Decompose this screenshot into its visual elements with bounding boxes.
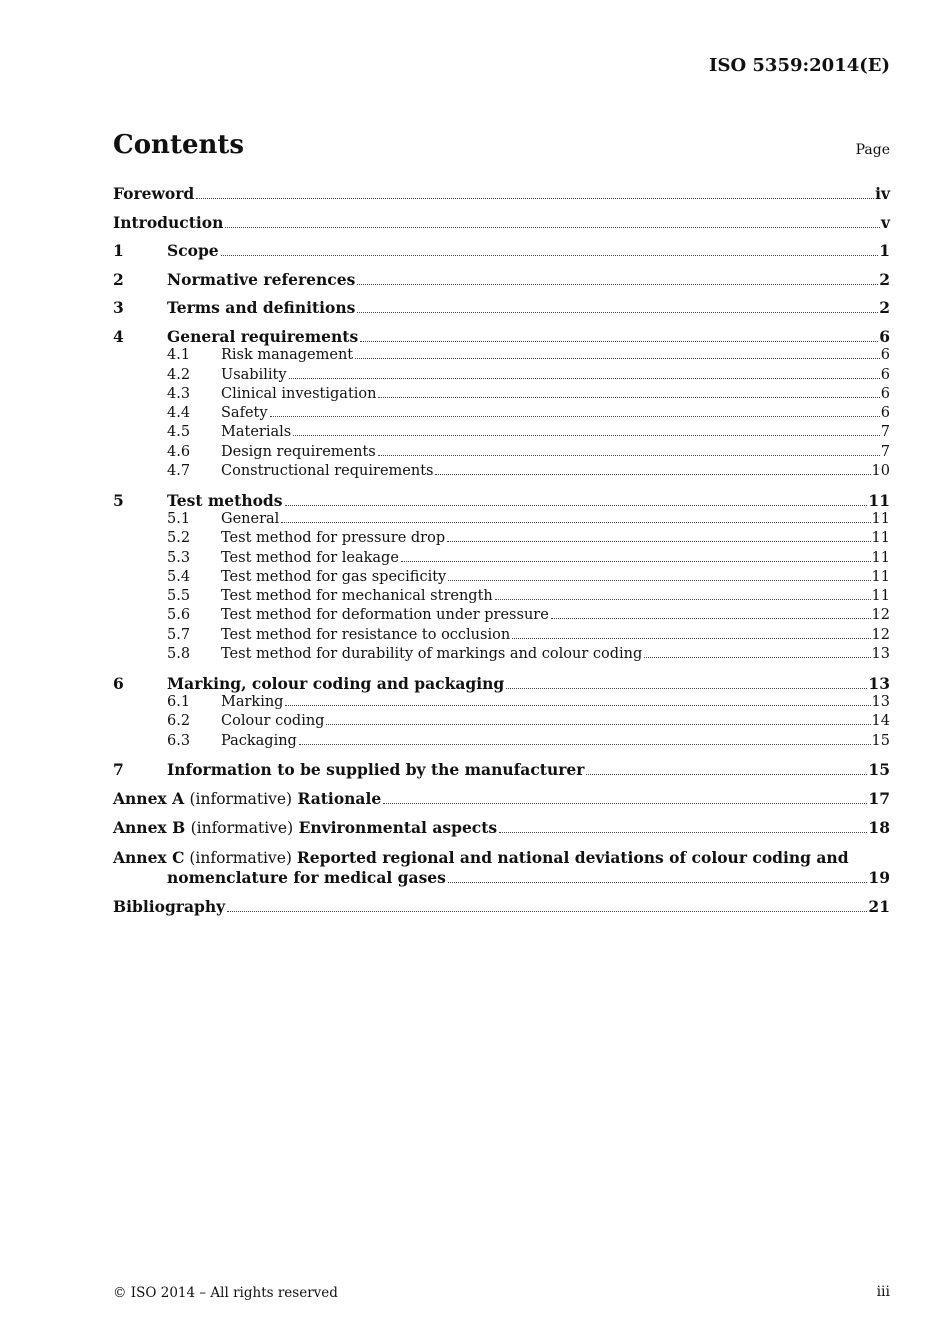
toc-page: v bbox=[880, 212, 890, 232]
toc-number: 5.7 bbox=[167, 626, 191, 643]
toc-label: Terms and definitions bbox=[167, 298, 356, 318]
toc-entry-6-2[interactable] bbox=[113, 712, 890, 731]
annex-label: Annex C bbox=[113, 847, 185, 867]
toc-entry-4-5[interactable] bbox=[113, 423, 890, 442]
toc-entry-annex-a[interactable] bbox=[113, 789, 890, 809]
toc-entry-foreword[interactable] bbox=[113, 184, 890, 203]
annex-title: Reported regional and national deviations of colour coding and bbox=[296, 847, 849, 867]
toc-page: 12 bbox=[871, 626, 890, 643]
toc-page: 14 bbox=[871, 713, 890, 730]
toc-entry-clause-1[interactable] bbox=[113, 241, 890, 260]
toc-entry-4-3[interactable] bbox=[113, 385, 890, 404]
toc-label: Test method for leakage bbox=[221, 549, 399, 566]
toc-label: Constructional requirements bbox=[221, 463, 434, 480]
toc-entry-5-4[interactable] bbox=[113, 568, 890, 587]
toc-number: 4.2 bbox=[167, 366, 191, 383]
toc-page: 13 bbox=[868, 673, 890, 693]
toc-page: 18 bbox=[868, 818, 890, 838]
toc-page: 6 bbox=[880, 366, 890, 383]
toc-number: 5.1 bbox=[167, 510, 191, 527]
annex-label: Annex A bbox=[113, 788, 185, 808]
dot-leader bbox=[326, 724, 870, 725]
toc-label: Materials bbox=[221, 424, 292, 441]
toc-entry-clause-7[interactable] bbox=[113, 760, 890, 779]
toc-label: Introduction bbox=[113, 212, 224, 232]
toc-number: 5 bbox=[113, 490, 124, 510]
toc-label: Scope bbox=[167, 241, 219, 261]
annex-first-line bbox=[113, 848, 890, 868]
toc-label: Normative references bbox=[167, 269, 356, 289]
toc-label: Foreword bbox=[113, 184, 195, 203]
dot-leader bbox=[378, 455, 880, 456]
dot-leader bbox=[378, 397, 879, 398]
toc-page: 19 bbox=[868, 868, 890, 888]
toc-page: 12 bbox=[871, 607, 890, 624]
annex-second-line bbox=[113, 868, 890, 887]
toc-entry-4-6[interactable] bbox=[113, 443, 890, 462]
toc-number: 2 bbox=[113, 269, 124, 289]
toc-label: Bibliography bbox=[113, 896, 226, 916]
toc-page: 15 bbox=[868, 760, 890, 780]
toc-label: Clinical investigation bbox=[221, 385, 377, 402]
toc-number: 6.1 bbox=[167, 693, 191, 710]
toc-entry-6-3[interactable] bbox=[113, 732, 890, 751]
toc-number: 6.3 bbox=[167, 732, 191, 749]
toc-label: Usability bbox=[221, 366, 287, 383]
toc-entry-5-6[interactable] bbox=[113, 606, 890, 625]
dot-leader bbox=[448, 882, 868, 883]
dot-leader bbox=[225, 227, 880, 228]
toc-entry-4-7[interactable] bbox=[113, 462, 890, 481]
toc-entry-4-1[interactable] bbox=[113, 346, 890, 365]
annex-note: (informative) bbox=[189, 789, 293, 808]
toc-number: 4 bbox=[113, 326, 124, 346]
toc-entry-clause-5[interactable] bbox=[113, 491, 890, 510]
toc-page: 6 bbox=[880, 385, 890, 402]
toc-entry-4-2[interactable] bbox=[113, 366, 890, 385]
toc-label: General bbox=[221, 510, 280, 527]
toc-entry-5-8[interactable] bbox=[113, 645, 890, 664]
toc-entry-clause-3[interactable] bbox=[113, 298, 890, 317]
toc-label: Test method for mechanical strength bbox=[221, 588, 493, 605]
dot-leader bbox=[289, 378, 880, 379]
document-id: ISO 5359:2014(E) bbox=[709, 55, 890, 76]
toc-label: Test methods bbox=[167, 490, 283, 510]
toc-number: 5.6 bbox=[167, 607, 191, 624]
toc-page: 11 bbox=[868, 490, 890, 510]
toc-label: Test method for durability of markings and colour coding bbox=[221, 646, 643, 663]
dot-leader bbox=[448, 580, 870, 581]
toc-number: 5.3 bbox=[167, 549, 191, 566]
toc-number: 5.2 bbox=[167, 530, 191, 547]
page-column-label: Page bbox=[855, 142, 890, 158]
toc-entry-bibliography[interactable] bbox=[113, 897, 890, 916]
annex-note: (informative) bbox=[190, 819, 294, 838]
toc-entry-annex-b[interactable] bbox=[113, 818, 890, 838]
toc-number: 4.1 bbox=[167, 347, 191, 364]
toc-label: Test method for resistance to occlusion bbox=[221, 626, 511, 643]
toc-number: 4.6 bbox=[167, 443, 191, 460]
dot-leader bbox=[512, 638, 870, 639]
toc-entry-5-3[interactable] bbox=[113, 549, 890, 568]
dot-leader bbox=[270, 416, 880, 417]
toc-number: 4.7 bbox=[167, 463, 191, 480]
dot-leader bbox=[447, 541, 870, 542]
dot-leader bbox=[551, 618, 871, 619]
toc-page: 11 bbox=[871, 588, 890, 605]
toc-page: 6 bbox=[880, 347, 890, 364]
toc-number: 4.5 bbox=[167, 424, 191, 441]
toc-entry-clause-6[interactable] bbox=[113, 674, 890, 693]
toc-number: 5.5 bbox=[167, 588, 191, 605]
toc-page: 11 bbox=[871, 549, 890, 566]
toc-page: iv bbox=[875, 184, 890, 203]
annex-title-continued: nomenclature for medical gases bbox=[167, 868, 446, 888]
toc-page: 15 bbox=[871, 732, 890, 749]
toc-label: Test method for deformation under pressure bbox=[221, 607, 549, 624]
toc-page: 7 bbox=[880, 424, 890, 441]
dot-leader bbox=[281, 522, 870, 523]
dot-leader bbox=[293, 435, 880, 436]
toc-page: 17 bbox=[868, 788, 890, 808]
toc-page: 7 bbox=[880, 443, 890, 460]
toc-page: 11 bbox=[871, 510, 890, 527]
annex-title: Rationale bbox=[297, 788, 382, 808]
toc-label: General requirements bbox=[167, 326, 359, 346]
toc-number: 5.8 bbox=[167, 646, 191, 663]
toc-page: 2 bbox=[879, 298, 890, 318]
copyright-notice: © ISO 2014 – All rights reserved bbox=[113, 1285, 338, 1301]
dot-leader bbox=[285, 505, 868, 506]
dot-leader bbox=[495, 599, 871, 600]
dot-leader bbox=[357, 284, 878, 285]
toc-page: 2 bbox=[879, 269, 890, 289]
dot-leader bbox=[227, 911, 867, 912]
toc-page: 10 bbox=[871, 463, 890, 480]
toc-number: 4.4 bbox=[167, 405, 191, 422]
dot-leader bbox=[299, 744, 871, 745]
toc-number: 4.3 bbox=[167, 385, 191, 402]
toc-label: Information to be supplied by the manufacturer bbox=[167, 760, 585, 780]
toc-entry-annex-c[interactable] bbox=[113, 848, 890, 888]
toc-entry-5-1[interactable] bbox=[113, 510, 890, 529]
dot-leader bbox=[285, 705, 870, 706]
dot-leader bbox=[506, 688, 867, 689]
dot-leader bbox=[401, 561, 871, 562]
dot-leader bbox=[357, 312, 878, 313]
annex-title: Environmental aspects bbox=[298, 818, 498, 838]
toc-number: 6 bbox=[113, 673, 124, 693]
toc-entry-5-7[interactable] bbox=[113, 626, 890, 645]
toc-label: Marking, colour coding and packaging bbox=[167, 673, 505, 693]
toc-entry-clause-2[interactable] bbox=[113, 270, 890, 289]
toc-entry-4-4[interactable] bbox=[113, 404, 890, 423]
toc-page: 11 bbox=[871, 568, 890, 585]
toc-page: 1 bbox=[879, 241, 890, 261]
toc-label: Risk management bbox=[221, 347, 354, 364]
dot-leader bbox=[196, 198, 874, 199]
toc-page: 6 bbox=[879, 326, 890, 346]
annex-label: Annex B bbox=[113, 818, 186, 838]
toc-label: Packaging bbox=[221, 732, 297, 749]
dot-leader bbox=[383, 803, 867, 804]
toc-entry-5-2[interactable] bbox=[113, 529, 890, 548]
toc-entry-clause-4[interactable] bbox=[113, 327, 890, 346]
toc-entry-5-5[interactable] bbox=[113, 587, 890, 606]
page-number: iii bbox=[876, 1284, 890, 1300]
toc-number: 1 bbox=[113, 241, 124, 261]
toc-page: 6 bbox=[880, 405, 890, 422]
toc-entry-6-1[interactable] bbox=[113, 693, 890, 712]
dot-leader bbox=[221, 255, 879, 256]
table-of-contents bbox=[113, 184, 890, 916]
toc-label: Design requirements bbox=[221, 443, 376, 460]
toc-number: 6.2 bbox=[167, 713, 191, 730]
dot-leader bbox=[355, 358, 880, 359]
toc-page: 13 bbox=[871, 693, 890, 710]
page-title: Contents bbox=[113, 130, 245, 160]
toc-page: 21 bbox=[868, 896, 890, 916]
annex-note: (informative) bbox=[189, 848, 292, 867]
toc-number: 7 bbox=[113, 760, 124, 780]
dot-leader bbox=[586, 774, 867, 775]
toc-label: Marking bbox=[221, 693, 284, 710]
dot-leader bbox=[644, 657, 870, 658]
toc-number: 3 bbox=[113, 298, 124, 318]
toc-label: Safety bbox=[221, 405, 268, 422]
dot-leader bbox=[360, 341, 878, 342]
toc-page: 13 bbox=[871, 646, 890, 663]
toc-number: 5.4 bbox=[167, 568, 191, 585]
dot-leader bbox=[499, 832, 867, 833]
dot-leader bbox=[435, 474, 870, 475]
toc-entry-introduction[interactable] bbox=[113, 213, 890, 232]
toc-page: 11 bbox=[871, 530, 890, 547]
toc-label: Test method for pressure drop bbox=[221, 530, 446, 547]
toc-label: Test method for gas specificity bbox=[221, 568, 447, 585]
toc-label: Colour coding bbox=[221, 713, 325, 730]
